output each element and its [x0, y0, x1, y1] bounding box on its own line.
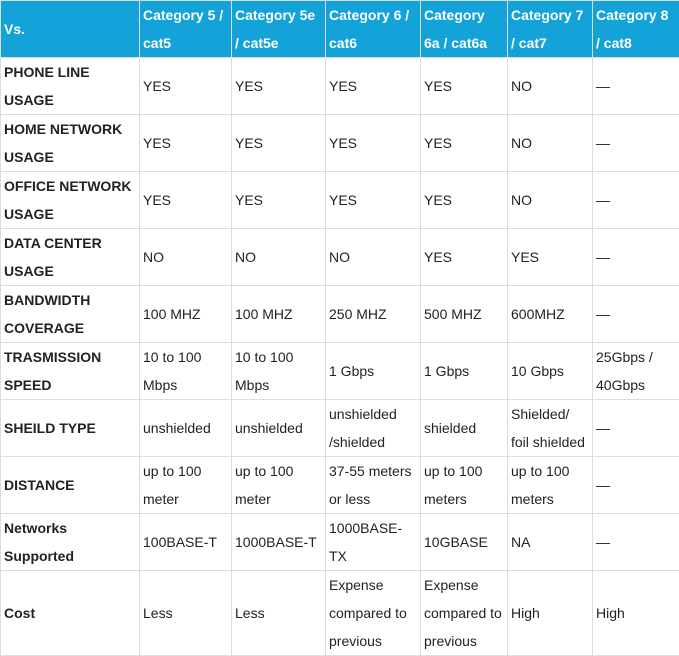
table-cell: YES [508, 229, 593, 286]
table-cell: YES [232, 115, 326, 172]
table-cell: up to 100 meters [508, 457, 593, 514]
table-cell: YES [140, 58, 232, 115]
table-row-networks-supported [1, 514, 679, 571]
table-cell: 1000BASE-T [232, 514, 326, 571]
table-cell: unshielded /shielded [326, 400, 421, 457]
table-cell: Less [140, 571, 232, 656]
row-label: DATA CENTER USAGE [1, 229, 140, 286]
table-cell: up to 100 meters [421, 457, 508, 514]
table-cell: 25Gbps / 40Gbps [593, 343, 679, 400]
table-cell: YES [140, 172, 232, 229]
table-cell: YES [421, 172, 508, 229]
row-label: SHEILD TYPE [1, 400, 140, 457]
table-cell: NO [232, 229, 326, 286]
table-cell: up to 100 meter [140, 457, 232, 514]
table-cell: — [593, 400, 679, 457]
table-row-shield-type [1, 400, 679, 457]
row-label: Networks Supported [1, 514, 140, 571]
table-cell: — [593, 286, 679, 343]
table-cell: YES [421, 115, 508, 172]
table-cell: — [593, 115, 679, 172]
table-cell: NO [140, 229, 232, 286]
table-cell: YES [140, 115, 232, 172]
row-label: DISTANCE [1, 457, 140, 514]
table-cell: 37-55 meters or less [326, 457, 421, 514]
table-cell: 100 MHZ [140, 286, 232, 343]
table-cell: Expense compared to previous [421, 571, 508, 656]
header-row [1, 1, 679, 58]
table-row-cost [1, 571, 679, 656]
table-cell: — [593, 229, 679, 286]
table-cell: — [593, 58, 679, 115]
table-row-transmission-speed [1, 343, 679, 400]
column-header-cat6: Category 6 / cat6 [326, 1, 421, 58]
table-cell: YES [421, 58, 508, 115]
table-cell: YES [326, 58, 421, 115]
table-cell: — [593, 172, 679, 229]
table-cell: 10 to 100 Mbps [140, 343, 232, 400]
column-header-cat5: Category 5 / cat5 [140, 1, 232, 58]
table-cell: Shielded/ foil shielded [508, 400, 593, 457]
table-cell: NO [508, 172, 593, 229]
table-cell: shielded [421, 400, 508, 457]
table-cell: 1 Gbps [421, 343, 508, 400]
table-cell: High [508, 571, 593, 656]
table-cell: 1000BASE-TX [326, 514, 421, 571]
table-cell: YES [326, 172, 421, 229]
table-row-distance [1, 457, 679, 514]
table-row-home-network-usage [1, 115, 679, 172]
row-label: BANDWIDTH COVERAGE [1, 286, 140, 343]
table-cell: NO [508, 58, 593, 115]
table-row-office-network-usage [1, 172, 679, 229]
table-cell: 10GBASE [421, 514, 508, 571]
table-row-bandwidth-coverage [1, 286, 679, 343]
table-row-data-center-usage [1, 229, 679, 286]
table-cell: — [593, 514, 679, 571]
row-label: PHONE LINE USAGE [1, 58, 140, 115]
table-cell: Expense compared to previous [326, 571, 421, 656]
table-cell: Less [232, 571, 326, 656]
table-cell: 250 MHZ [326, 286, 421, 343]
table-cell: NO [326, 229, 421, 286]
column-header-cat7: Category 7 / cat7 [508, 1, 593, 58]
column-header-cat8: Category 8 / cat8 [593, 1, 679, 58]
table-cell: High [593, 571, 679, 656]
table-cell: NO [508, 115, 593, 172]
row-label: HOME NETWORK USAGE [1, 115, 140, 172]
table-cell: NA [508, 514, 593, 571]
table-cell: 500 MHZ [421, 286, 508, 343]
table-cell: 100 MHZ [232, 286, 326, 343]
table-cell: YES [232, 58, 326, 115]
table-cell: YES [326, 115, 421, 172]
table-cell: 600MHZ [508, 286, 593, 343]
row-label: OFFICE NETWORK USAGE [1, 172, 140, 229]
table-cell: 1 Gbps [326, 343, 421, 400]
table-cell: YES [232, 172, 326, 229]
column-header-cat5e: Category 5e / cat5e [232, 1, 326, 58]
table-cell: YES [421, 229, 508, 286]
table-cell: unshielded [140, 400, 232, 457]
table-cell: unshielded [232, 400, 326, 457]
row-label: Cost [1, 571, 140, 656]
table-cell: 10 Gbps [508, 343, 593, 400]
row-label: TRASMISSION SPEED [1, 343, 140, 400]
table-cell: — [593, 457, 679, 514]
corner-header: Vs. [1, 1, 140, 58]
table-cell: 100BASE-T [140, 514, 232, 571]
column-header-cat6a: Category 6a / cat6a [421, 1, 508, 58]
table-cell: up to 100 meter [232, 457, 326, 514]
table-row-phone-line-usage [1, 58, 679, 115]
table-cell: 10 to 100 Mbps [232, 343, 326, 400]
